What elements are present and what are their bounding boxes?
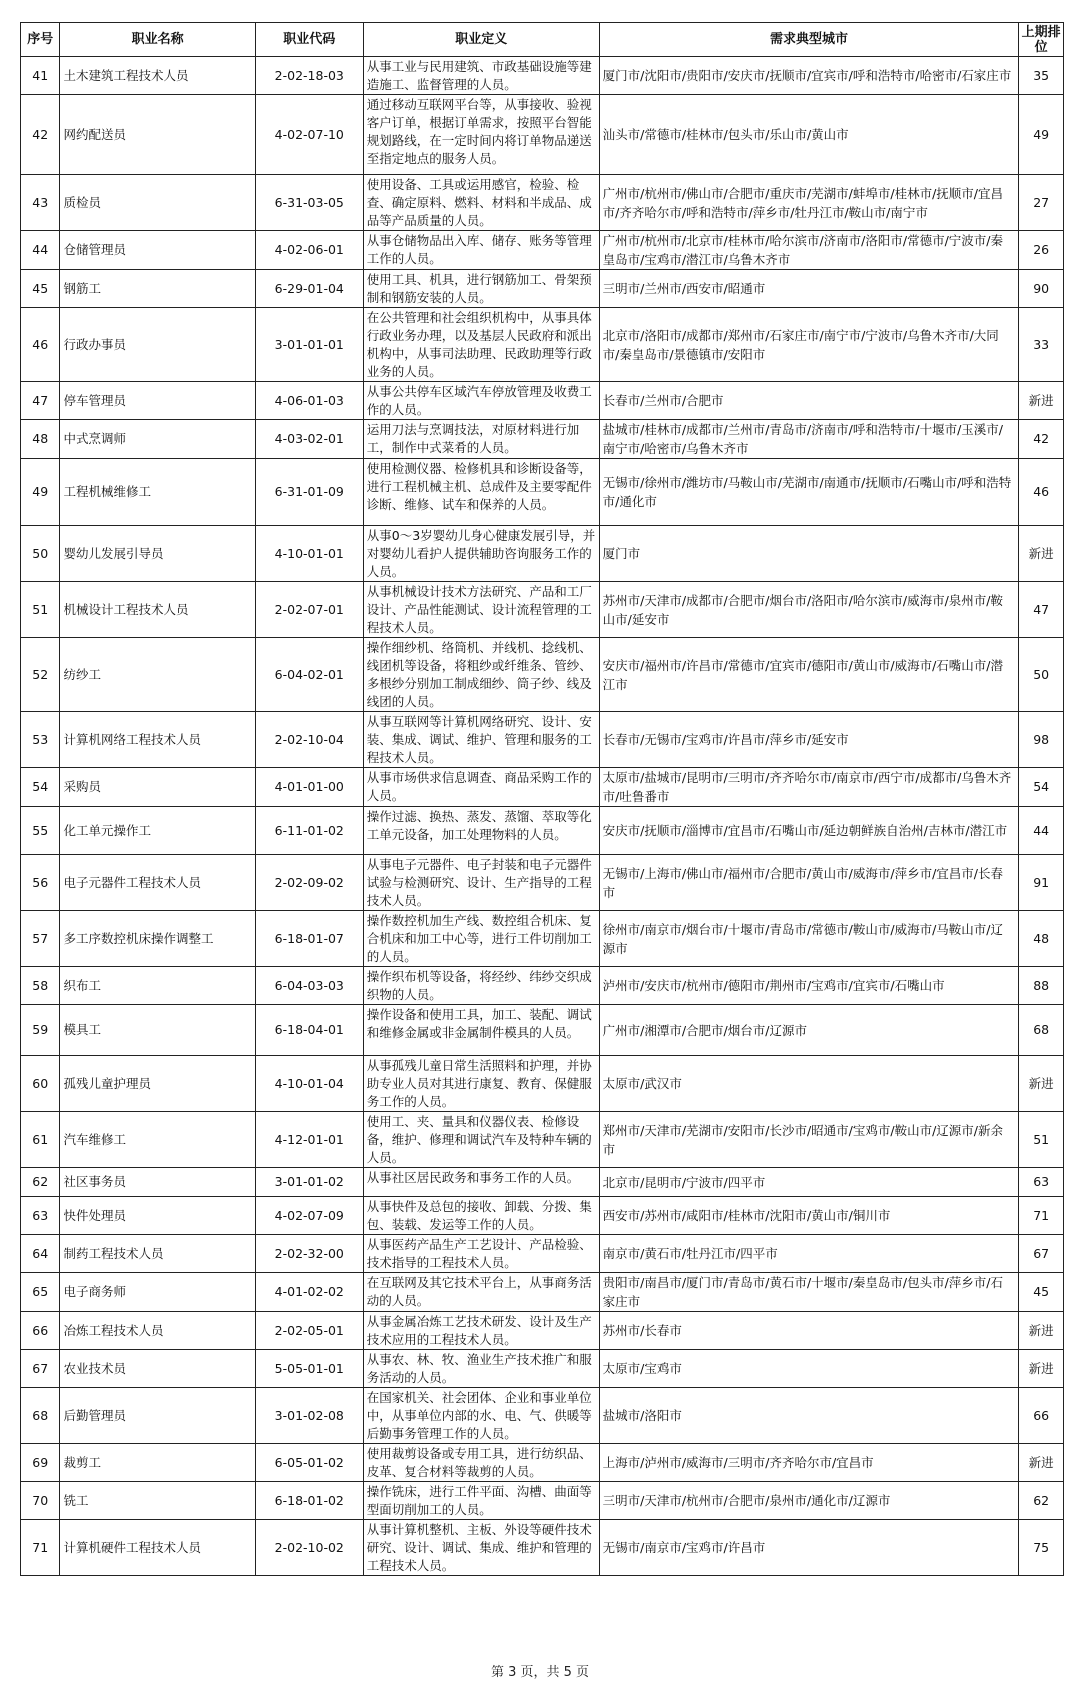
- row-occupation-definition: 在互联网及其它技术平台上，从事商务活动的人员。: [363, 1273, 599, 1312]
- row-occupation-code: 2-02-18-03: [255, 57, 363, 95]
- row-occupation-code: 4-06-01-03: [255, 382, 363, 420]
- row-occupation-code: 2-02-09-02: [255, 855, 363, 911]
- header-occupation-name: 职业名称: [60, 23, 255, 57]
- row-last-rank: 50: [1019, 638, 1064, 712]
- page-footer: 第 3 页，共 5 页: [490, 1665, 590, 1680]
- table-row: [21, 231, 1064, 270]
- row-occupation-definition: 从事孤残儿童日常生活照料和护理，并协助专业人员对其进行康复、教育、保健服务工作的人员。: [363, 1056, 599, 1112]
- row-occupation-name: 铣工: [60, 1482, 255, 1520]
- row-occupation-name: 电子元器件工程技术人员: [60, 855, 255, 911]
- row-occupation-code: 4-01-02-02: [255, 1273, 363, 1312]
- row-seq: 54: [21, 768, 60, 807]
- header-demand-cities: 需求典型城市: [599, 23, 1019, 57]
- row-last-rank: 46: [1019, 459, 1064, 526]
- row-last-rank: 27: [1019, 175, 1064, 231]
- row-occupation-name: 工程机械维修工: [60, 459, 255, 526]
- row-occupation-definition: 使用检测仪器、检修机具和诊断设备等，进行工程机械主机、总成件及主要零配件诊断、维修、试车和保养的人员。: [363, 459, 599, 526]
- row-occupation-code: 4-01-01-00: [255, 768, 363, 807]
- row-last-rank: 44: [1019, 807, 1064, 855]
- row-occupation-name: 计算机硬件工程技术人员: [60, 1520, 255, 1576]
- row-seq: 65: [21, 1273, 60, 1312]
- row-occupation-code: 4-12-01-01: [255, 1112, 363, 1168]
- row-occupation-definition: 在国家机关、社会团体、企业和事业单位中，从事单位内部的水、电、气、供暖等后勤事务管理工作的人员。: [363, 1388, 599, 1444]
- row-demand-cities: 泸州市/安庆市/杭州市/德阳市/荆州市/宝鸡市/宜宾市/石嘴山市: [599, 967, 1019, 1005]
- occupation-demand-table: [20, 22, 1064, 1576]
- row-seq: 60: [21, 1056, 60, 1112]
- row-demand-cities: 广州市/湘潭市/合肥市/烟台市/辽源市: [599, 1005, 1019, 1056]
- row-occupation-definition: 从事医药产品生产工艺设计、产品检验、技术指导的工程技术人员。: [363, 1235, 599, 1273]
- row-occupation-name: 快件处理员: [60, 1197, 255, 1235]
- row-occupation-name: 化工单元操作工: [60, 807, 255, 855]
- row-last-rank: 66: [1019, 1388, 1064, 1444]
- row-last-rank: 新进: [1019, 382, 1064, 420]
- row-demand-cities: 厦门市: [599, 526, 1019, 582]
- row-occupation-code: 2-02-05-01: [255, 1312, 363, 1350]
- table-row: [21, 911, 1064, 967]
- row-seq: 53: [21, 712, 60, 768]
- table-row: [21, 582, 1064, 638]
- table-row: [21, 1235, 1064, 1273]
- row-occupation-name: 钢筋工: [60, 270, 255, 308]
- row-seq: 64: [21, 1235, 60, 1273]
- row-occupation-definition: 从事计算机整机、主板、外设等硬件技术研究、设计、调试、集成、维护和管理的工程技术人员。: [363, 1520, 599, 1576]
- row-occupation-name: 行政办事员: [60, 308, 255, 382]
- row-occupation-code: 4-02-07-10: [255, 95, 363, 175]
- row-demand-cities: 安庆市/抚顺市/淄博市/宜昌市/石嘴山市/延边朝鲜族自治州/吉林市/潜江市: [599, 807, 1019, 855]
- table-row: [21, 420, 1064, 459]
- row-last-rank: 71: [1019, 1197, 1064, 1235]
- row-occupation-definition: 操作过滤、换热、蒸发、蒸馏、萃取等化工单元设备，加工处理物料的人员。: [363, 807, 599, 855]
- row-demand-cities: 无锡市/南京市/宝鸡市/许昌市: [599, 1520, 1019, 1576]
- row-occupation-code: 6-04-02-01: [255, 638, 363, 712]
- row-seq: 56: [21, 855, 60, 911]
- row-seq: 66: [21, 1312, 60, 1350]
- row-last-rank: 42: [1019, 420, 1064, 459]
- table-row: [21, 1312, 1064, 1350]
- row-seq: 68: [21, 1388, 60, 1444]
- row-occupation-definition: 使用工、夹、量具和仪器仪表、检修设备，维护、修理和调试汽车及特种车辆的人员。: [363, 1112, 599, 1168]
- row-occupation-code: 4-10-01-01: [255, 526, 363, 582]
- row-occupation-name: 裁剪工: [60, 1444, 255, 1482]
- row-occupation-definition: 从事公共停车区域汽车停放管理及收费工作的人员。: [363, 382, 599, 420]
- row-occupation-code: 6-29-01-04: [255, 270, 363, 308]
- row-last-rank: 67: [1019, 1235, 1064, 1273]
- row-occupation-name: 多工序数控机床操作调整工: [60, 911, 255, 967]
- header-last-rank: 上期排位: [1019, 23, 1064, 57]
- row-occupation-name: 机械设计工程技术人员: [60, 582, 255, 638]
- table-row: [21, 712, 1064, 768]
- row-last-rank: 68: [1019, 1005, 1064, 1056]
- table-row: [21, 1388, 1064, 1444]
- row-occupation-name: 网约配送员: [60, 95, 255, 175]
- row-occupation-name: 质检员: [60, 175, 255, 231]
- table-row: [21, 807, 1064, 855]
- row-occupation-code: 6-31-03-05: [255, 175, 363, 231]
- row-seq: 44: [21, 231, 60, 270]
- row-occupation-name: 纺纱工: [60, 638, 255, 712]
- row-seq: 70: [21, 1482, 60, 1520]
- row-occupation-code: 6-18-01-07: [255, 911, 363, 967]
- row-demand-cities: 太原市/武汉市: [599, 1056, 1019, 1112]
- row-occupation-name: 仓储管理员: [60, 231, 255, 270]
- row-seq: 63: [21, 1197, 60, 1235]
- row-occupation-name: 计算机网络工程技术人员: [60, 712, 255, 768]
- row-occupation-code: 2-02-10-02: [255, 1520, 363, 1576]
- table-row: [21, 1197, 1064, 1235]
- row-occupation-name: 后勤管理员: [60, 1388, 255, 1444]
- row-occupation-definition: 从事仓储物品出入库、储存、账务等管理工作的人员。: [363, 231, 599, 270]
- row-demand-cities: 广州市/杭州市/北京市/桂林市/哈尔滨市/济南市/洛阳市/常德市/宁波市/秦皇岛市/宝鸡市/潜江市/乌鲁木齐市: [599, 231, 1019, 270]
- row-seq: 71: [21, 1520, 60, 1576]
- row-occupation-definition: 操作设备和使用工具，加工、装配、调试和维修金属或非金属制件模具的人员。: [363, 1005, 599, 1056]
- row-seq: 61: [21, 1112, 60, 1168]
- row-last-rank: 88: [1019, 967, 1064, 1005]
- table-row: [21, 95, 1064, 175]
- row-demand-cities: 盐城市/洛阳市: [599, 1388, 1019, 1444]
- row-demand-cities: 上海市/泸州市/威海市/三明市/齐齐哈尔市/宜昌市: [599, 1444, 1019, 1482]
- row-occupation-code: 6-18-01-02: [255, 1482, 363, 1520]
- table-row: [21, 382, 1064, 420]
- row-occupation-code: 2-02-10-04: [255, 712, 363, 768]
- table-row: [21, 638, 1064, 712]
- row-seq: 47: [21, 382, 60, 420]
- row-last-rank: 62: [1019, 1482, 1064, 1520]
- row-occupation-name: 汽车维修工: [60, 1112, 255, 1168]
- table-row: [21, 57, 1064, 95]
- row-occupation-definition: 运用刀法与烹调技法，对原材料进行加工，制作中式菜肴的人员。: [363, 420, 599, 459]
- row-seq: 41: [21, 57, 60, 95]
- row-demand-cities: 徐州市/南京市/烟台市/十堰市/青岛市/常德市/鞍山市/威海市/马鞍山市/辽源市: [599, 911, 1019, 967]
- row-occupation-definition: 操作织布机等设备，将经纱、纬纱交织成织物的人员。: [363, 967, 599, 1005]
- row-last-rank: 49: [1019, 95, 1064, 175]
- row-occupation-definition: 在公共管理和社会组织机构中，从事具体行政业务办理，以及基层人民政府和派出机构中，从事司法助理、民政助理等行政业务的人员。: [363, 308, 599, 382]
- row-occupation-definition: 从事工业与民用建筑、市政基础设施等建造施工、监督管理的人员。: [363, 57, 599, 95]
- row-occupation-code: 2-02-32-00: [255, 1235, 363, 1273]
- row-demand-cities: 南京市/黄石市/牡丹江市/四平市: [599, 1235, 1019, 1273]
- table-row: [21, 855, 1064, 911]
- row-seq: 45: [21, 270, 60, 308]
- row-seq: 51: [21, 582, 60, 638]
- row-occupation-definition: 从事农、林、牧、渔业生产技术推广和服务活动的人员。: [363, 1350, 599, 1388]
- row-last-rank: 75: [1019, 1520, 1064, 1576]
- row-last-rank: 35: [1019, 57, 1064, 95]
- row-occupation-definition: 通过移动互联网平台等，从事接收、验视客户订单，根据订单需求，按照平台智能规划路线，在一定时间内将订单物品递送至指定地点的服务人员。: [363, 95, 599, 175]
- table-header-row: [21, 23, 1064, 57]
- row-occupation-name: 冶炼工程技术人员: [60, 1312, 255, 1350]
- row-occupation-definition: 从事互联网等计算机网络研究、设计、安装、集成、调试、维护、管理和服务的工程技术人员。: [363, 712, 599, 768]
- row-occupation-code: 3-01-02-08: [255, 1388, 363, 1444]
- row-last-rank: 26: [1019, 231, 1064, 270]
- row-demand-cities: 汕头市/常德市/桂林市/包头市/乐山市/黄山市: [599, 95, 1019, 175]
- header-occupation-definition: 职业定义: [363, 23, 599, 57]
- row-occupation-name: 停车管理员: [60, 382, 255, 420]
- row-seq: 43: [21, 175, 60, 231]
- row-occupation-code: 6-11-01-02: [255, 807, 363, 855]
- row-occupation-name: 孤残儿童护理员: [60, 1056, 255, 1112]
- row-occupation-name: 电子商务师: [60, 1273, 255, 1312]
- table-row: [21, 308, 1064, 382]
- row-demand-cities: 郑州市/天津市/芜湖市/安阳市/长沙市/昭通市/宝鸡市/鞍山市/辽源市/新余市: [599, 1112, 1019, 1168]
- row-last-rank: 98: [1019, 712, 1064, 768]
- row-occupation-name: 婴幼儿发展引导员: [60, 526, 255, 582]
- row-last-rank: 新进: [1019, 1350, 1064, 1388]
- row-occupation-definition: 使用设备、工具或运用感官，检验、检查、确定原料、燃料、材料和半成品、成品等产品质量的人员。: [363, 175, 599, 231]
- table-row: [21, 1444, 1064, 1482]
- row-demand-cities: 长春市/兰州市/合肥市: [599, 382, 1019, 420]
- row-occupation-code: 2-02-07-01: [255, 582, 363, 638]
- row-occupation-code: 6-05-01-02: [255, 1444, 363, 1482]
- row-occupation-name: 模具工: [60, 1005, 255, 1056]
- row-demand-cities: 三明市/天津市/杭州市/合肥市/泉州市/通化市/辽源市: [599, 1482, 1019, 1520]
- row-demand-cities: 安庆市/福州市/许昌市/常德市/宜宾市/德阳市/黄山市/威海市/石嘴山市/潜江市: [599, 638, 1019, 712]
- row-last-rank: 51: [1019, 1112, 1064, 1168]
- row-occupation-definition: 从事市场供求信息调查、商品采购工作的人员。: [363, 768, 599, 807]
- row-seq: 50: [21, 526, 60, 582]
- header-occupation-code: 职业代码: [255, 23, 363, 57]
- table-row: [21, 1482, 1064, 1520]
- header-seq: 序号: [21, 23, 60, 57]
- row-seq: 46: [21, 308, 60, 382]
- table-row: [21, 459, 1064, 526]
- row-occupation-code: 3-01-01-02: [255, 1168, 363, 1197]
- row-last-rank: 新进: [1019, 1312, 1064, 1350]
- row-last-rank: 45: [1019, 1273, 1064, 1312]
- row-demand-cities: 三明市/兰州市/西安市/昭通市: [599, 270, 1019, 308]
- row-seq: 62: [21, 1168, 60, 1197]
- table-row: [21, 270, 1064, 308]
- table-row: [21, 1520, 1064, 1576]
- row-occupation-definition: 操作数控机加生产线、数控组合机床、复合机床和加工中心等，进行工件切削加工的人员。: [363, 911, 599, 967]
- row-occupation-code: 4-03-02-01: [255, 420, 363, 459]
- row-occupation-code: 6-04-03-03: [255, 967, 363, 1005]
- row-seq: 59: [21, 1005, 60, 1056]
- table-row: [21, 175, 1064, 231]
- row-occupation-name: 织布工: [60, 967, 255, 1005]
- row-demand-cities: 无锡市/徐州市/潍坊市/马鞍山市/芜湖市/南通市/抚顺市/石嘴山市/呼和浩特市/通化市: [599, 459, 1019, 526]
- row-occupation-definition: 从事快件及总包的接收、卸载、分拨、集包、装载、发运等工作的人员。: [363, 1197, 599, 1235]
- table-row: [21, 768, 1064, 807]
- row-seq: 55: [21, 807, 60, 855]
- row-demand-cities: 西安市/苏州市/咸阳市/桂林市/沈阳市/黄山市/铜川市: [599, 1197, 1019, 1235]
- row-last-rank: 91: [1019, 855, 1064, 911]
- table-row: [21, 1350, 1064, 1388]
- row-occupation-definition: 使用工具、机具，进行钢筋加工、骨架预制和钢筋安装的人员。: [363, 270, 599, 308]
- row-demand-cities: 厦门市/沈阳市/贵阳市/安庆市/抚顺市/宜宾市/呼和浩特市/哈密市/石家庄市: [599, 57, 1019, 95]
- table-row: [21, 1273, 1064, 1312]
- row-last-rank: 48: [1019, 911, 1064, 967]
- row-last-rank: 新进: [1019, 526, 1064, 582]
- row-occupation-code: 6-31-01-09: [255, 459, 363, 526]
- row-last-rank: 47: [1019, 582, 1064, 638]
- row-demand-cities: 北京市/昆明市/宁波市/四平市: [599, 1168, 1019, 1197]
- row-last-rank: 90: [1019, 270, 1064, 308]
- row-last-rank: 新进: [1019, 1444, 1064, 1482]
- row-occupation-definition: 操作细纱机、络筒机、并线机、捻线机、线团机等设备，将粗纱或纤维条、管纱、多根纱分别加工制成细纱、筒子纱、线及线团的人员。: [363, 638, 599, 712]
- row-last-rank: 63: [1019, 1168, 1064, 1197]
- row-occupation-name: 土木建筑工程技术人员: [60, 57, 255, 95]
- row-occupation-definition: 从事0～3岁婴幼儿身心健康发展引导，并对婴幼儿看护人提供辅助咨询服务工作的人员。: [363, 526, 599, 582]
- row-seq: 42: [21, 95, 60, 175]
- table-row: [21, 967, 1064, 1005]
- occupation-table-sheet: [20, 22, 1064, 1576]
- row-demand-cities: 太原市/宝鸡市: [599, 1350, 1019, 1388]
- row-demand-cities: 无锡市/上海市/佛山市/福州市/合肥市/黄山市/威海市/萍乡市/宜昌市/长春市: [599, 855, 1019, 911]
- row-demand-cities: 广州市/杭州市/佛山市/合肥市/重庆市/芜湖市/蚌埠市/桂林市/抚顺市/宜昌市/齐齐哈尔市/呼和浩特市/萍乡市/牡丹江市/鞍山市/南宁市: [599, 175, 1019, 231]
- row-seq: 69: [21, 1444, 60, 1482]
- row-seq: 58: [21, 967, 60, 1005]
- table-row: [21, 1112, 1064, 1168]
- row-demand-cities: 贵阳市/南昌市/厦门市/青岛市/黄石市/十堰市/秦皇岛市/包头市/萍乡市/石家庄市: [599, 1273, 1019, 1312]
- row-seq: 57: [21, 911, 60, 967]
- row-occupation-name: 采购员: [60, 768, 255, 807]
- row-occupation-name: 中式烹调师: [60, 420, 255, 459]
- table-row: [21, 1168, 1064, 1197]
- row-last-rank: 33: [1019, 308, 1064, 382]
- row-last-rank: 54: [1019, 768, 1064, 807]
- row-occupation-definition: 使用裁剪设备或专用工具，进行纺织品、皮革、复合材料等裁剪的人员。: [363, 1444, 599, 1482]
- row-occupation-definition: 操作铣床，进行工件平面、沟槽、曲面等型面切削加工的人员。: [363, 1482, 599, 1520]
- row-occupation-definition: 从事电子元器件、电子封装和电子元器件试验与检测研究、设计、生产指导的工程技术人员。: [363, 855, 599, 911]
- table-row: [21, 526, 1064, 582]
- row-occupation-code: 3-01-01-01: [255, 308, 363, 382]
- row-occupation-name: 社区事务员: [60, 1168, 255, 1197]
- table-row: [21, 1005, 1064, 1056]
- row-occupation-name: 农业技术员: [60, 1350, 255, 1388]
- row-occupation-code: 4-02-07-09: [255, 1197, 363, 1235]
- row-demand-cities: 太原市/盐城市/昆明市/三明市/齐齐哈尔市/南京市/西宁市/成都市/乌鲁木齐市/吐鲁番市: [599, 768, 1019, 807]
- row-demand-cities: 苏州市/天津市/成都市/合肥市/烟台市/洛阳市/哈尔滨市/威海市/泉州市/鞍山市/延安市: [599, 582, 1019, 638]
- row-occupation-code: 5-05-01-01: [255, 1350, 363, 1388]
- row-seq: 52: [21, 638, 60, 712]
- row-occupation-code: 4-02-06-01: [255, 231, 363, 270]
- row-occupation-name: 制药工程技术人员: [60, 1235, 255, 1273]
- row-demand-cities: 盐城市/桂林市/成都市/兰州市/青岛市/济南市/呼和浩特市/十堰市/玉溪市/南宁市/哈密市/乌鲁木齐市: [599, 420, 1019, 459]
- row-demand-cities: 苏州市/长春市: [599, 1312, 1019, 1350]
- row-occupation-definition: 从事社区居民政务和事务工作的人员。: [363, 1168, 599, 1197]
- row-seq: 49: [21, 459, 60, 526]
- row-occupation-definition: 从事金属冶炼工艺技术研发、设计及生产技术应用的工程技术人员。: [363, 1312, 599, 1350]
- row-demand-cities: 北京市/洛阳市/成都市/郑州市/石家庄市/南宁市/宁波市/乌鲁木齐市/大同市/秦皇岛市/景德镇市/安阳市: [599, 308, 1019, 382]
- row-occupation-code: 6-18-04-01: [255, 1005, 363, 1056]
- row-seq: 67: [21, 1350, 60, 1388]
- table-row: [21, 1056, 1064, 1112]
- row-demand-cities: 长春市/无锡市/宝鸡市/许昌市/萍乡市/延安市: [599, 712, 1019, 768]
- row-occupation-code: 4-10-01-04: [255, 1056, 363, 1112]
- row-seq: 48: [21, 420, 60, 459]
- row-occupation-definition: 从事机械设计技术方法研究、产品和工厂设计、产品性能测试、设计流程管理的工程技术人员。: [363, 582, 599, 638]
- row-last-rank: 新进: [1019, 1056, 1064, 1112]
